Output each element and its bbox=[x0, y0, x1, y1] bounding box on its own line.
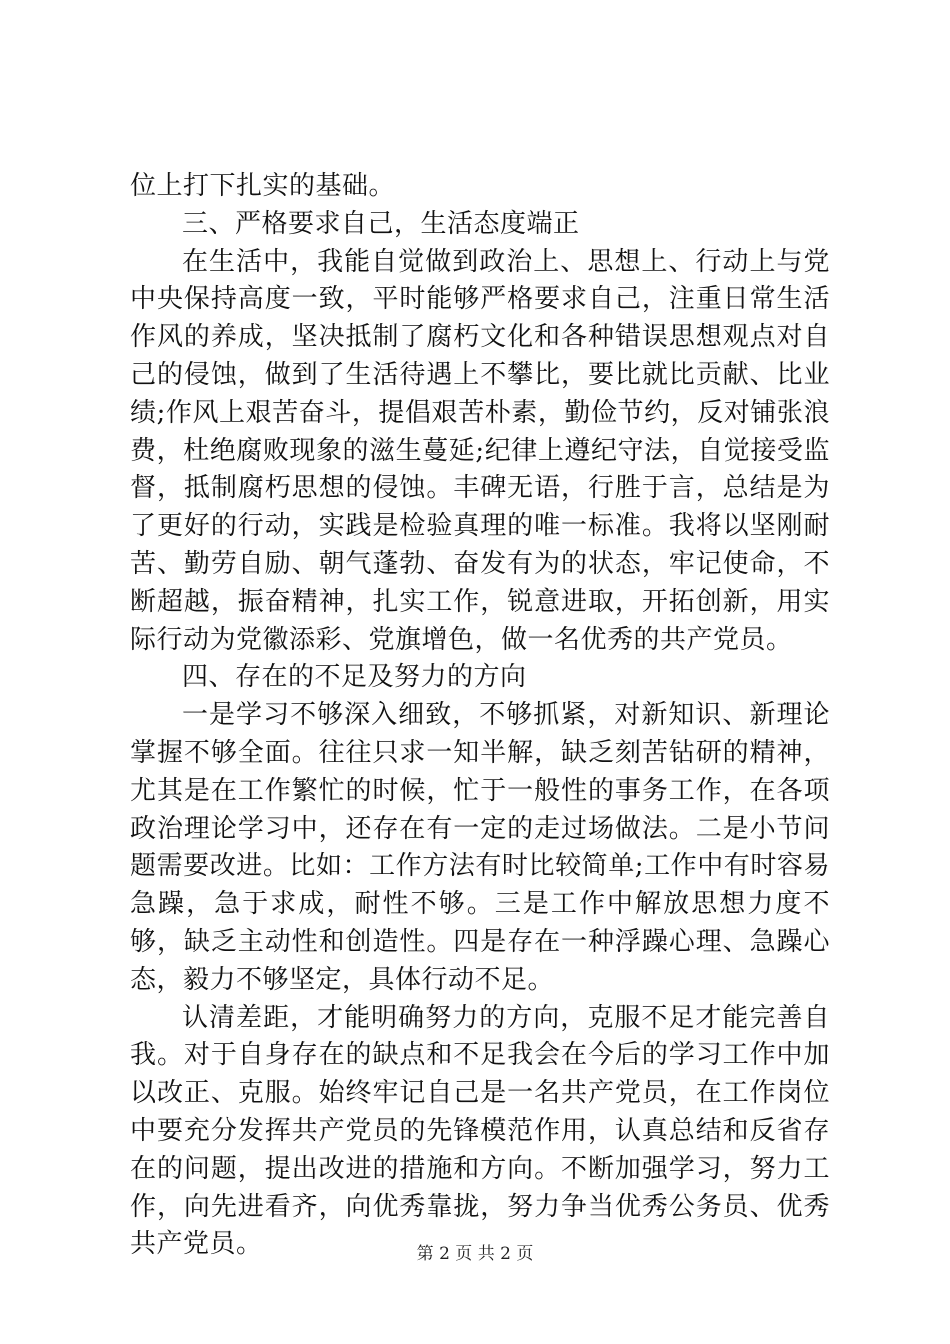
section-heading-3: 三、严格要求自己，生活态度端正 bbox=[182, 208, 580, 239]
paragraph-shortcomings: 一是学习不够深入细致，不够抓紧，对新知识、新理论掌握不够全面。往往只求一知半解，缺乏刻苦钻研的精神，尤其是在工作繁忙的时候，忙于一般性的事务工作，在各项政治理论学习中，还存在有一定的走过场做法。二是小节问题需要改进。比如：工作方法有时比较简单;工作中有时容易急躁，急于求成，耐性不够。三是工作中解放思想力度不够，缺乏主动性和创造性。四是存在一种浮躁心理、急躁心态，毅力不够坚定，具体行动不足。 bbox=[130, 700, 830, 995]
section-heading-4: 四、存在的不足及努力的方向 bbox=[182, 662, 527, 693]
page-number-footer: 第 2 页 共 2 页 bbox=[416, 1244, 534, 1264]
document-body bbox=[130, 168, 830, 1264]
paragraph-life-attitude: 在生活中，我能自觉做到政治上、思想上、行动上与党中央保持高度一致，平时能够严格要求自己，注重日常生活作风的养成，坚决抵制了腐朽文化和各种错误思想观点对自己的侵蚀，做到了生活待遇上不攀比，要比就比贡献、比业绩;作风上艰苦奋斗，提倡艰苦朴素，勤俭节约，反对铺张浪费，杜绝腐败现象的滋生蔓延;纪律上遵纪守法，自觉接受监督，抵制腐朽思想的侵蚀。丰碑无语，行胜于言，总结是为了更好的行动，实践是检验真理的唯一标准。我将以坚刚耐苦、勤劳自励、朝气蓬勃、奋发有为的状态，牢记使命，不断超越，振奋精神，扎实工作，锐意进取，开拓创新，用实际行动为党徽添彩、党旗增色，做一名优秀的共产党员。 bbox=[130, 246, 830, 655]
paragraph-improvement: 认清差距，才能明确努力的方向，克服不足才能完善自我。对于自身存在的缺点和不足我会在今后的学习工作中加以改正、克服。始终牢记自己是一名共产党员，在工作岗位中要充分发挥共产党员的先锋模范作用，认真总结和反省存在的问题，提出改进的措施和方向。不断加强学习，努力工作，向先进看齐，向优秀靠拢，努力争当优秀公务员、优秀共产党员。 bbox=[130, 1002, 830, 1260]
paragraph-continuation: 位上打下扎实的基础。 bbox=[130, 171, 396, 201]
